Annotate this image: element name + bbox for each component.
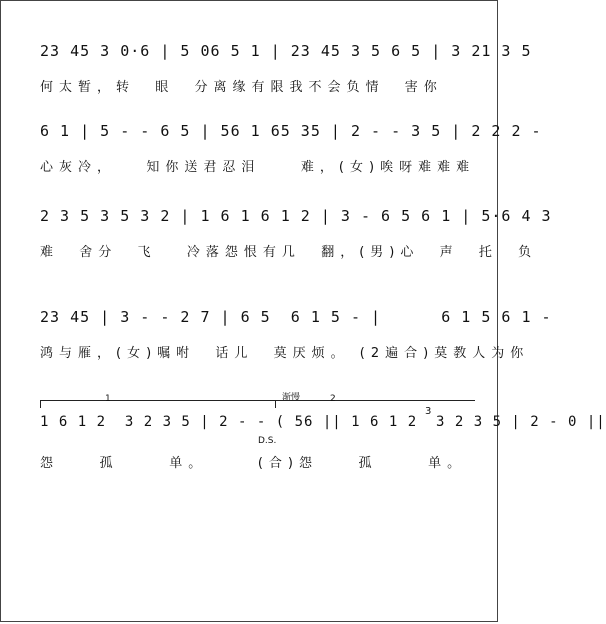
lyric-line: 鸿与雁，(女)嘱咐 话儿 莫厌烦。 (2遍合)莫教人为你 [40,346,530,361]
volta-1-bracket [40,400,275,401]
lyric-line: 怨 孤 单。 (合)怨 孤 单。 [40,456,467,471]
notation-line: 23 45 3 0·6 | 5 06 5 1 | 23 45 3 5 6 5 | 3 21 3 5 [40,42,532,60]
lyric-line: 难 舍分 飞 冷落怨恨有几 翻，(男)心 声 托 负 [40,245,538,260]
volta-1-label: 1 [105,394,111,404]
notation-line: 2 3 5 3 5 3 2 | 1 6 1 6 1 2 | 3 - 6 5 6 1 | 5·6 4 3 [40,207,552,225]
notation-line: 1 6 1 2 3 2 3 5 | 2 - - ( 56 || 1 6 1 2 3 2 3 5 | 2 - 0 || [40,414,606,430]
lyric-line: 何太暂，转 眼 分离缘有限我不会负情 害你 [40,80,443,95]
lyric-line: 心灰冷， 知你送君忍泪 难，(女)唉呀难难难 [40,160,476,175]
volta-1-tick [40,400,41,408]
ds-marking: D.S. [258,436,277,446]
fermata-mark: 3 [425,406,432,417]
tempo-marking: 渐慢 [282,393,301,403]
volta-2-tick [275,400,276,408]
volta-2-bracket [275,400,475,401]
volta-2-label: 2 [330,394,336,404]
notation-line: 23 45 | 3 - - 2 7 | 6 5 6 1 5 - | 6 1 5 6 1 - [40,308,552,326]
notation-line: 6 1 | 5 - - 6 5 | 56 1 65 35 | 2 - - 3 5 | 2 2 2 - [40,122,542,140]
